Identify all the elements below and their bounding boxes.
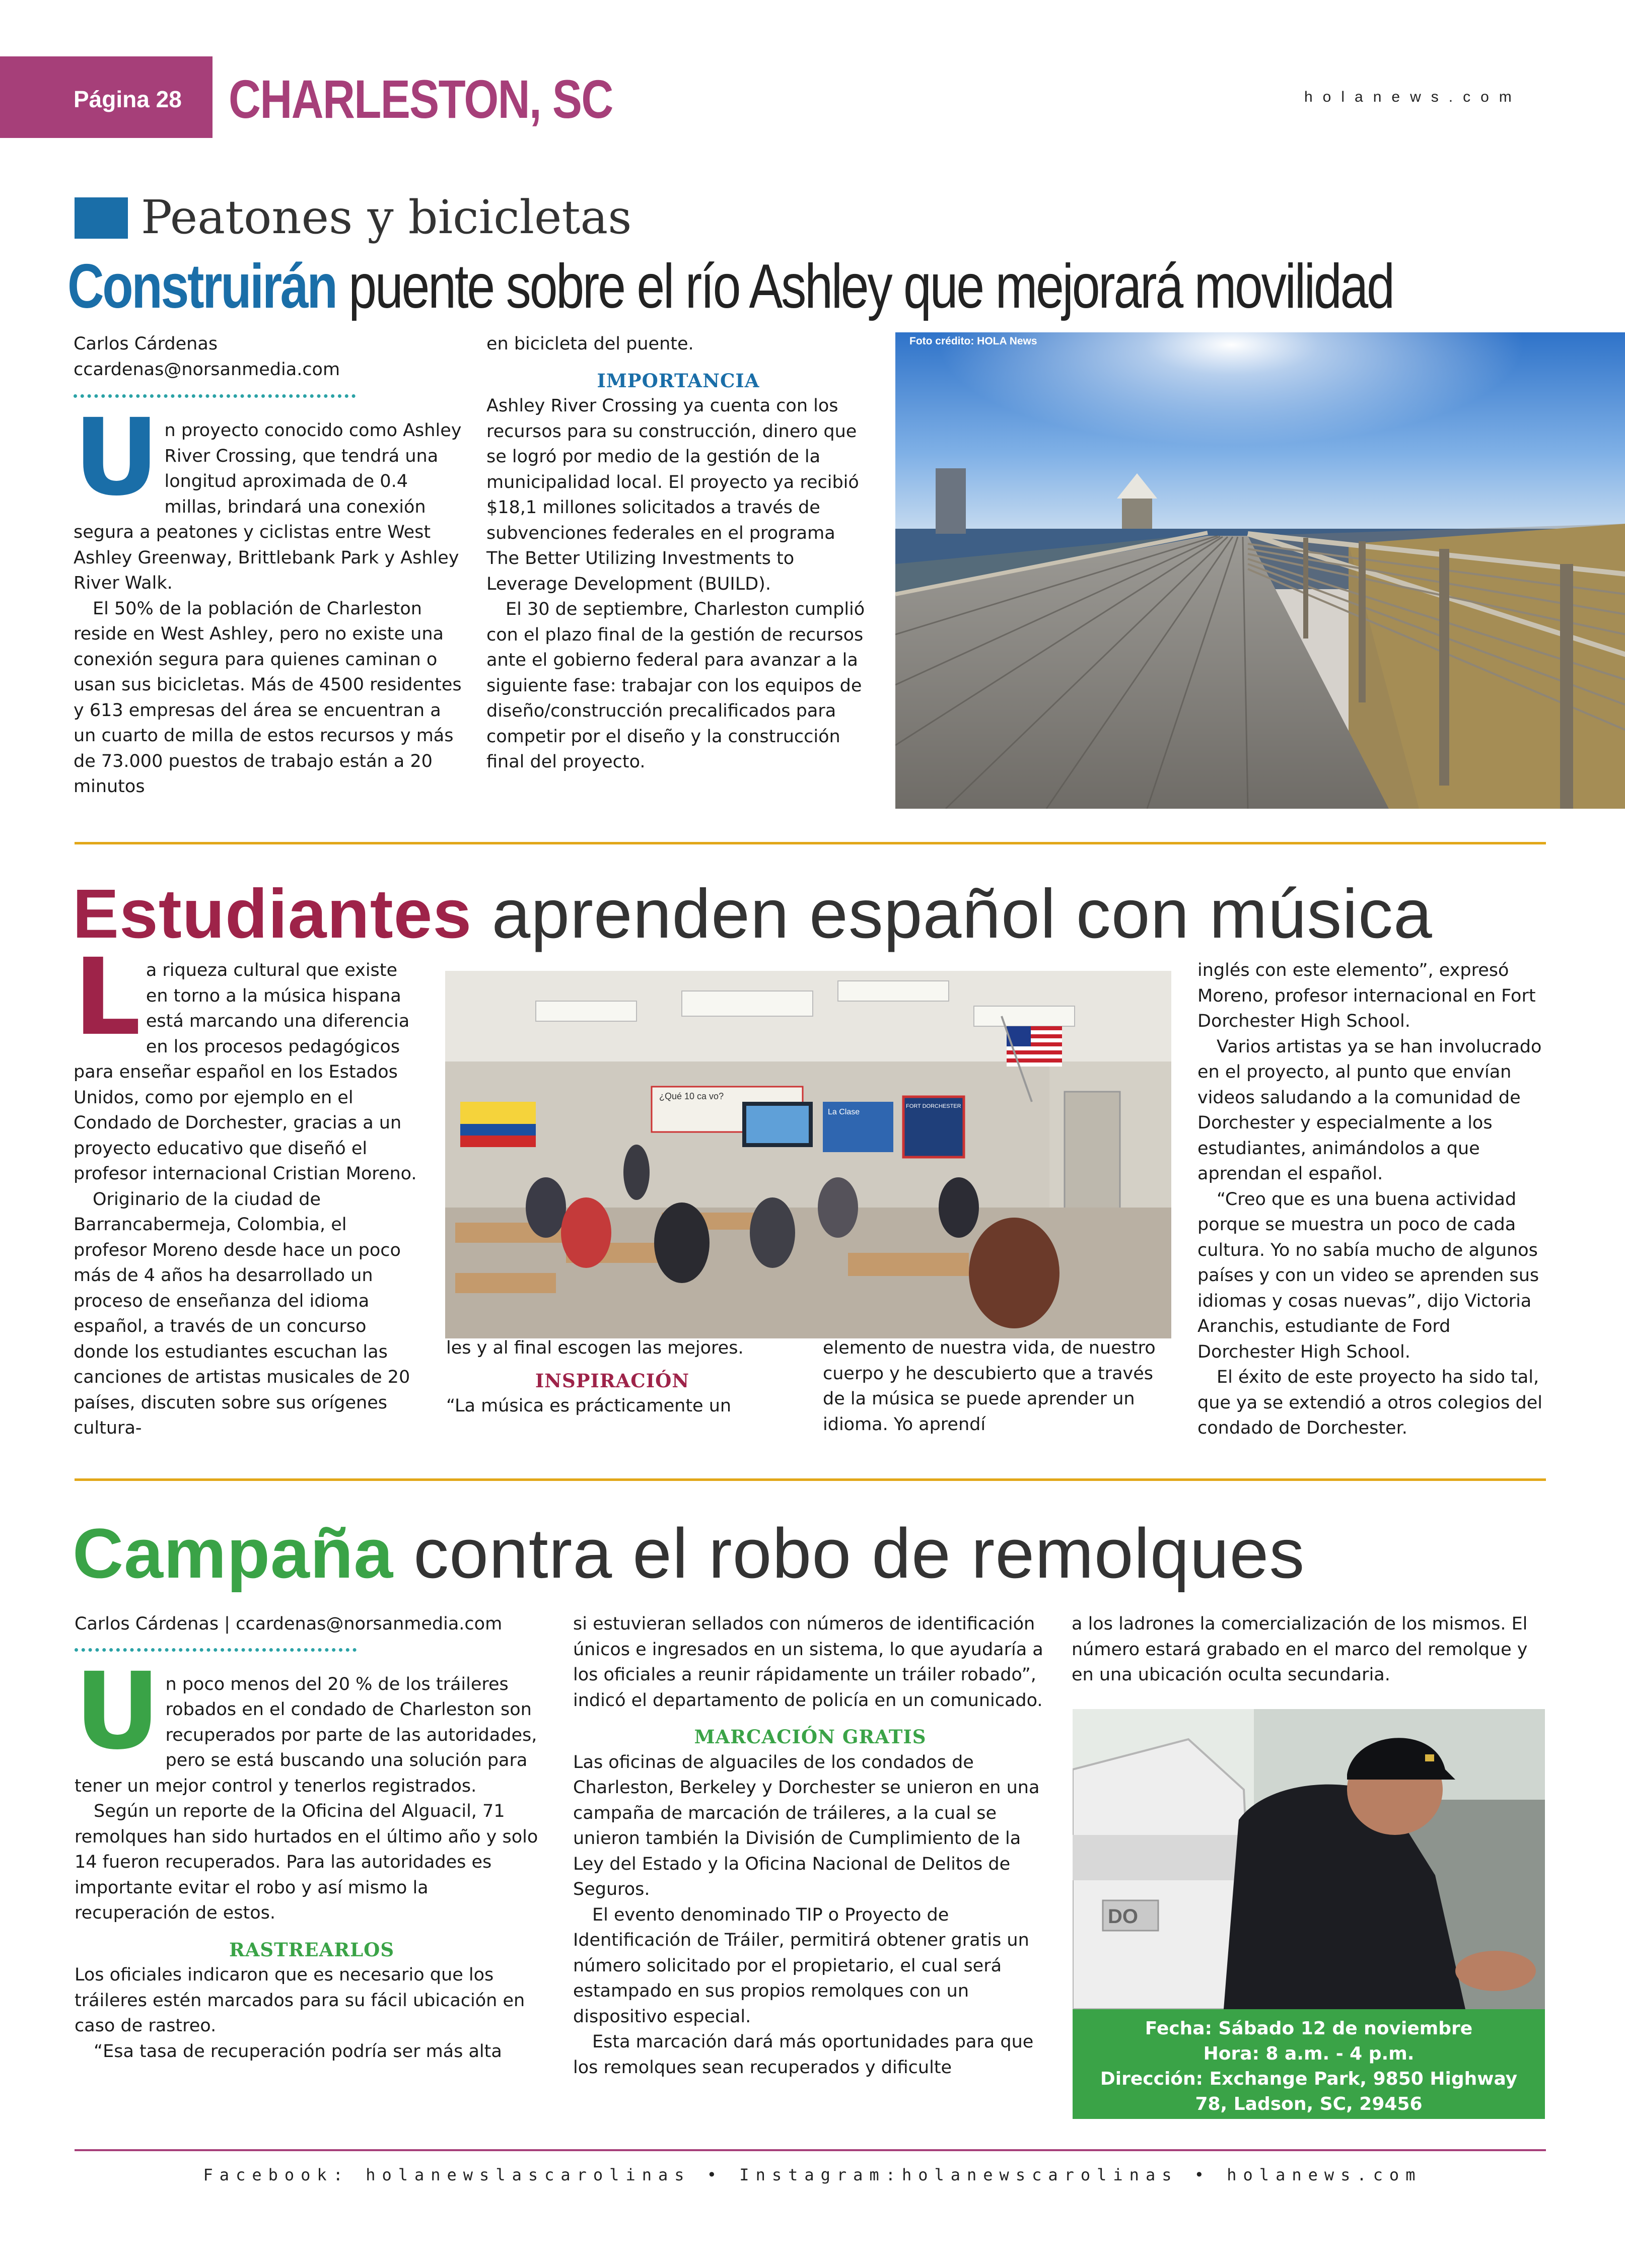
article3-col1 — [75, 1611, 549, 2064]
paragraph: El éxito de este proyecto ha sido tal, que ya se extendió a otros colegios del condado de Dorchester. — [1197, 1367, 1542, 1438]
kicker-square — [75, 197, 128, 239]
paragraph: Según un reporte de la Oficina del Alguacil, 71 remolques han sido hurtados en el último año y solo 14 fueron recuperados. Para las autoridades es importante evitar el robo y así mismo la recuperación de estos. — [75, 1801, 538, 1923]
paragraph: “Creo que es una buena actividad porque se muestra un poco de cada cultura. Yo no sabía mucho de algunos países y con un video se aprenden sus idiomas y cosas nuevas”, dijo Victoria Aranchis, estudiante de Ford Dorchester High School. — [1197, 1189, 1539, 1362]
article1-col1 — [74, 331, 465, 800]
article2-col2 — [446, 1335, 779, 1419]
classroom-photo — [445, 971, 1171, 1338]
headline-bold: Campaña — [73, 1514, 394, 1593]
headline-bold: Construirán — [67, 252, 336, 321]
sheriff-illustration — [1073, 1709, 1545, 2009]
article2-col3 — [823, 1335, 1170, 1437]
subhead-inspiracion: INSPIRACIÓN — [535, 1369, 690, 1392]
paragraph: les y al final escogen las mejores. — [446, 1338, 744, 1358]
photo-credit: Foto crédito: HOLA News — [909, 335, 1037, 347]
paragraph: Las oficinas de alguaciles de los condados de Charleston, Berkeley y Dorchester se unieron en una campaña de marcación de tráileres, a la cual se unieron también la División de Cumplimiento de la Ley del Estado y la Oficina Nacional de Delitos de Seguros. — [573, 1752, 1040, 1899]
paragraph: El 50% de la población de Charleston reside en West Ashley, pero no existe una conexión segura para quienes caminan o usan sus bicicletas. Más de 4500 residentes y 613 empresas del área se encuentran a un cuarto de milla de estos recursos y más de 73.000 puestos de trabajo están a 20 minutos — [74, 598, 462, 797]
event-address: 78, Ladson, SC, 29456 — [1195, 2094, 1423, 2114]
classroom-sign: La Clase — [828, 1108, 860, 1116]
section-title: CHARLESTON, SC — [229, 68, 613, 129]
article2-col1 — [74, 936, 421, 1441]
article3-col3 — [1072, 1611, 1550, 1688]
page-number: Página 28 — [74, 86, 182, 112]
classroom-illustration — [445, 971, 1171, 1338]
paragraph: inglés con este elemento”, expresó Moreno, profesor internacional en Fort Dorchester High School. — [1197, 960, 1536, 1031]
kicker: Peatones y bicicletas — [141, 190, 632, 244]
paragraph: n proyecto conocido como Ashley River Crossing, que tendrá una longitud aproximada de 0.4 millas, brindará una conexión segura a peatones y ciclistas entre West Ashley Greenway, Brittlebank Park y Ashley River Walk. — [74, 420, 462, 593]
paragraph: n poco menos del 20 % de los tráileres robados en el condado de Charleston son recuperados por parte de las autoridades, pero se está buscando una solución para tener un mejor control y tenerlos registrados. — [75, 1674, 537, 1796]
footer-rule — [75, 2149, 1546, 2151]
event-address: Dirección: Exchange Park, 9850 Highway — [1100, 2069, 1518, 2089]
headline-bold: Estudiantes — [73, 875, 472, 953]
paragraph: si estuvieran sellados con números de identificación únicos e ingresados en un sistema, lo que ayudaría a los oficiales a reunir rápidamente un tráiler robado”, indicó el departamento de policía en un comunicado. — [573, 1614, 1043, 1711]
footer-social[interactable]: Facebook: holanewslascarolinas • Instagram:holanewscarolinas • holanews.com — [203, 2165, 1422, 2184]
headline-rest: aprenden español con música — [491, 875, 1433, 953]
author-email[interactable]: ccardenas@norsanmedia.com — [74, 359, 340, 380]
section-divider — [75, 1478, 1546, 1481]
subhead-marcacion: MARCACIÓN GRATIS — [694, 1726, 927, 1748]
dropcap: U — [75, 1649, 161, 1773]
headline — [73, 1513, 1305, 1594]
paragraph: Ashley River Crossing ya cuenta con los recursos para su construcción, dinero que se logró por medio de la gestión de la municipalidad local. El proyecto ya recibió $18,1 millones solicitados a través de subvenciones federales en el programa The Better Utilizing Investments to Leverage Development (BUILD). — [486, 396, 859, 594]
dropcap: L — [74, 936, 141, 1059]
headline — [67, 251, 1393, 322]
event-date: Fecha: Sábado 12 de noviembre — [1145, 2018, 1473, 2039]
paragraph: Los oficiales indicaron que es necesario que los tráileres estén marcados para su fácil ubicación en caso de rastreo. — [75, 1965, 525, 2036]
paragraph: “Esa tasa de recuperación podría ser más alta — [94, 2041, 502, 2062]
article-trailers — [0, 1482, 1625, 2218]
dropcap: U — [74, 396, 160, 519]
sheriff-photo — [1073, 1709, 1545, 2009]
headline-rest: puente sobre el río Ashley que mejorará movilidad — [348, 252, 1393, 321]
subhead-rastrearlos: RASTREARLOS — [229, 1938, 395, 1961]
paragraph: El 30 de septiembre, Charleston cumplió con el plazo final de la gestión de recursos ante el gobierno federal para avanzar a la siguiente fase: trabajar con los equipos de diseño/construcción precalificados para competir por el diseño y la construcción final del proyecto. — [486, 599, 865, 772]
subhead-importancia: IMPORTANCIA — [597, 369, 760, 392]
event-hours: Hora: 8 a.m. - 4 p.m. — [1203, 2043, 1415, 2064]
classroom-sign: ¿Qué 10 ca vo? — [659, 1091, 724, 1101]
truck-badge: DO — [1108, 1905, 1138, 1928]
article1-col2 — [486, 331, 870, 775]
paragraph: “La música es prácticamente un — [446, 1396, 732, 1416]
boardwalk-illustration — [895, 332, 1625, 809]
boardwalk-photo — [895, 332, 1625, 809]
article-students — [0, 846, 1625, 1480]
paragraph: en bicicleta del puente. — [486, 334, 694, 354]
site-url[interactable]: holanews.com — [1304, 89, 1522, 105]
paragraph: a riqueza cultural que existe en torno a la música hispana está marcando una diferencia en los procesos pedagógicos para enseñar español en los Estados Unidos, como por ejemplo en el Condado de Dorchester, gracias a un proyecto educativo que diseñó el profesor internacional Cristian Moreno. — [74, 960, 417, 1184]
article-bridge — [0, 0, 1625, 846]
byline: Carlos Cárdenas | ccardenas@norsanmedia.com — [75, 1614, 503, 1634]
article3-col2 — [573, 1611, 1047, 2080]
section-divider — [75, 842, 1546, 844]
paragraph: Esta marcación dará más oportunidades para que los remolques sean recuperados y dificulte — [573, 2032, 1034, 2078]
article2-col4 — [1197, 958, 1550, 1441]
paragraph: elemento de nuestra vida, de nuestro cuerpo y he descubierto que a través de la música se puede aprender un idioma. Yo aprendí — [823, 1338, 1156, 1435]
paragraph: a los ladrones la comercialización de los mismos. El número estará grabado en el marco del remolque y en una ubicación oculta secundaria. — [1072, 1614, 1528, 1685]
paragraph: El evento denominado TIP o Proyecto de Identificación de Tráiler, permitirá obtener gratis un número solicitado por el propietario, el cual será estampado en sus propios remolques con un dispositivo especial. — [573, 1904, 1029, 2027]
author-name: Carlos Cárdenas — [74, 334, 218, 354]
headline — [73, 874, 1433, 954]
paragraph: Originario de la ciudad de Barrancabermeja, Colombia, el profesor Moreno desde hace un poco más de 4 años ha desarrollado un proceso de enseñanza del idioma español, a través de un concurso donde los estudiantes escuchan las canciones de artistas musicales de 20 países, discuten sobre sus orígenes cultura- — [74, 1189, 410, 1438]
classroom-board: FORT DORCHESTER — [906, 1103, 961, 1109]
paragraph: Varios artistas ya se han involucrado en el proyecto, al punto que envían videos saludando a la comunidad de Dorchester y especialmente a los estudiantes, animándolos a que aprendan el español. — [1197, 1036, 1542, 1184]
headline-rest: contra el robo de remolques — [413, 1514, 1305, 1593]
event-info-box — [1073, 2009, 1545, 2119]
